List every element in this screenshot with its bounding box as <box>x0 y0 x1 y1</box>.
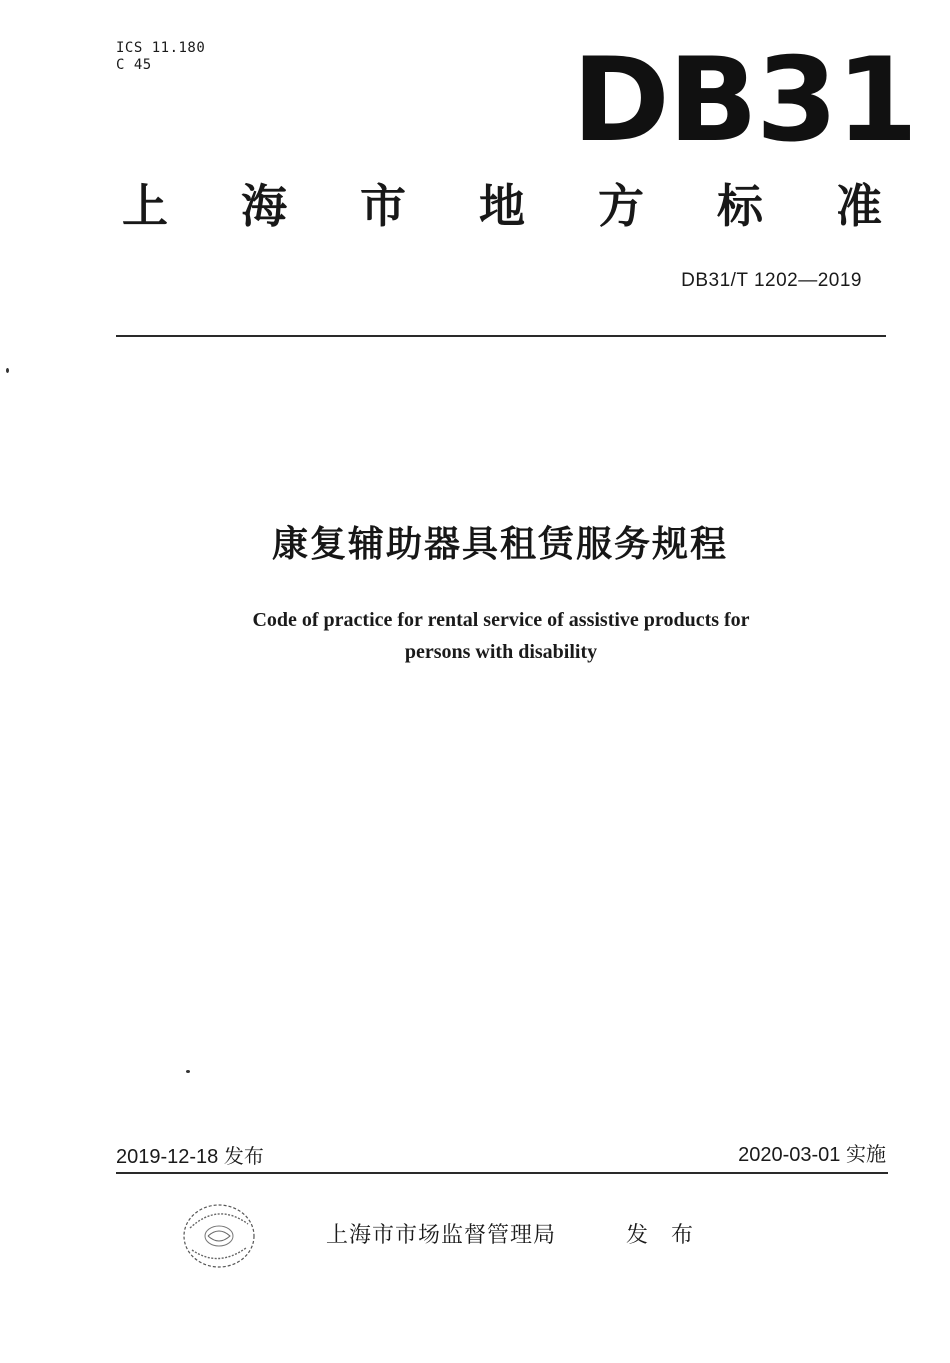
department-char: 地 <box>479 179 525 233</box>
db31-logo: DB31 <box>572 32 917 168</box>
footer-divider <box>116 1172 888 1174</box>
scan-speck <box>6 368 9 373</box>
english-title-line-1: Code of practice for rental service of assistive products for <box>252 609 750 631</box>
stamp-icon <box>178 1198 260 1274</box>
department-char: 准 <box>836 179 882 233</box>
issuing-authority: 上海市市场监督管理局 <box>326 1223 557 1248</box>
scan-speck <box>186 1070 190 1073</box>
ics-code: ICS 11.180 <box>116 40 206 56</box>
publish-date: 2019-12-18 发布 <box>116 1146 264 1168</box>
department-char: 上 <box>122 179 168 233</box>
issue-label: 发 布 <box>626 1223 701 1248</box>
english-title-line-2: persons with disability <box>404 641 598 663</box>
classification-codes <box>116 40 205 74</box>
department-char: 市 <box>360 179 406 233</box>
department-char: 标 <box>717 179 763 233</box>
standard-code: DB31/T 1202—2019 <box>681 270 862 291</box>
effective-date: 2020-03-01 实施 <box>738 1144 886 1166</box>
department-char: 方 <box>598 179 644 233</box>
department-title <box>122 178 882 234</box>
ccs-code: C 45 <box>116 57 152 73</box>
header-divider <box>116 335 886 337</box>
chinese-title: 康复辅助器具租赁服务规程 <box>271 524 728 565</box>
department-char: 海 <box>241 179 287 233</box>
english-title <box>0 604 950 668</box>
